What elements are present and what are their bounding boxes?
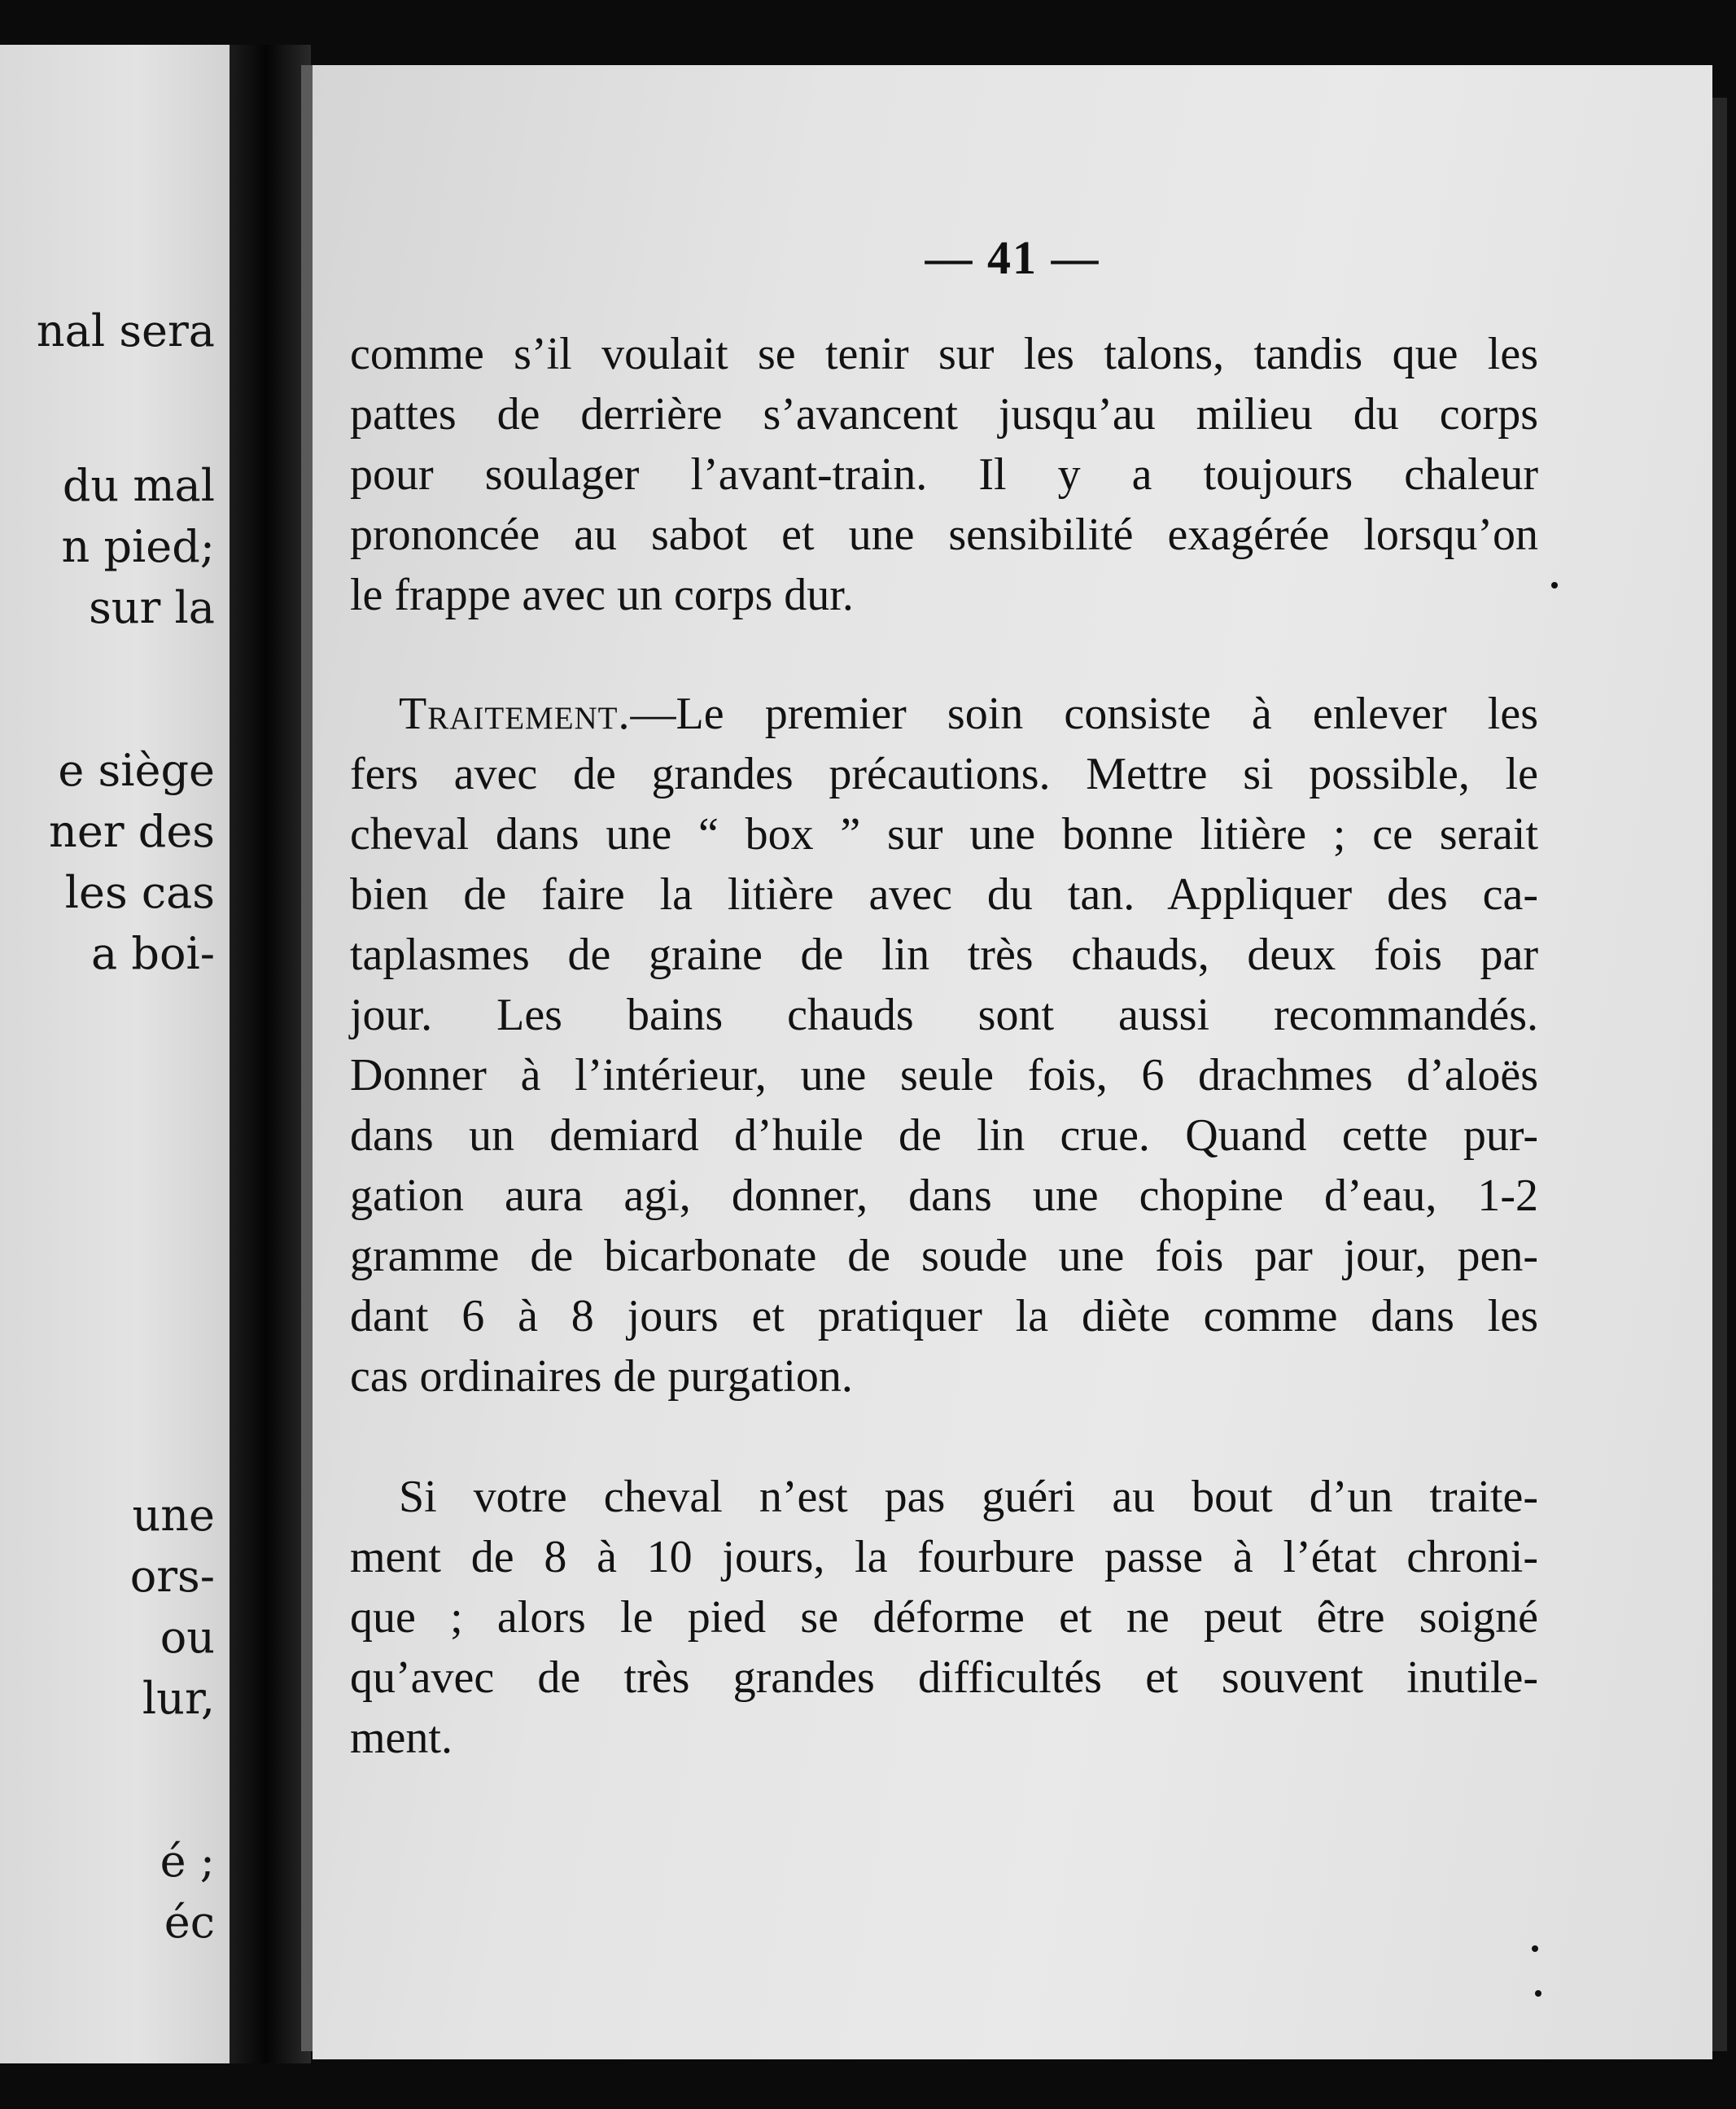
left-page-line: une	[132, 1490, 215, 1541]
left-page-line: éc	[164, 1897, 215, 1948]
text-line: jour. Les bains chauds sont aussi recommandés.	[350, 990, 1538, 1040]
text-line: dans un demiard d’huile de lin crue. Quand cette pur-	[350, 1110, 1538, 1161]
text-line: pour soulager l’avant-train. Il y a toujours chaleur	[350, 449, 1538, 500]
page-number: — 41 —	[925, 231, 1100, 284]
text-line: cas ordinaires de purgation.	[350, 1351, 853, 1402]
scan-speck	[1551, 582, 1558, 589]
book-gutter	[230, 45, 311, 2063]
text-line: que ; alors le pied se déforme et ne peut être soigné	[350, 1592, 1538, 1643]
left-page-line: ner des	[49, 806, 215, 857]
text-line: gramme de bicarbonate de soude une fois par jour, pen-	[350, 1231, 1538, 1281]
page-edge-shadow	[301, 65, 313, 2051]
previous-page-fragment	[0, 45, 230, 2063]
text-line: fers avec de grandes précautions. Mettre si possible, le	[350, 749, 1538, 799]
text-line: Si votre cheval n’est pas guéri au bout d’un traite-	[399, 1472, 1538, 1522]
paragraph-symptoms	[350, 324, 1538, 625]
scan-speck	[1532, 1945, 1538, 1952]
left-page-line: ou	[160, 1612, 215, 1663]
text-line: pattes de derrière s’avancent jusqu’au milieu du corps	[350, 389, 1538, 440]
paragraph-chronic	[350, 1467, 1538, 1768]
text-line: Donner à l’intérieur, une seule fois, 6 drachmes d’aloës	[350, 1050, 1538, 1100]
left-page-line: les cas	[64, 867, 215, 918]
text-line: bien de faire la litière avec du tan. Appliquer des ca-	[350, 869, 1538, 920]
text-line: qu’avec de très grandes difficultés et souvent inutile-	[350, 1652, 1538, 1703]
text-line: ment de 8 à 10 jours, la fourbure passe à l’état chroni-	[350, 1532, 1538, 1582]
left-page-line: e siège	[58, 745, 215, 796]
left-page-line: n pied;	[61, 521, 215, 572]
text-line: taplasmes de graine de lin très chauds, deux fois par	[350, 930, 1538, 980]
text-line: comme s’il voulait se tenir sur les talons, tandis que les	[350, 329, 1538, 379]
text-line: ment.	[350, 1713, 453, 1763]
text-line: gation aura agi, donner, dans une chopine d’eau, 1-2	[350, 1170, 1538, 1221]
left-page-line: sur la	[89, 582, 215, 633]
left-page-line: é ;	[160, 1836, 215, 1887]
text-line: prononcée au sabot et une sensibilité exagérée lorsqu’on	[350, 510, 1538, 560]
section-heading: Traitement.	[399, 689, 631, 739]
text-line-rest: —Le premier soin consiste à enlever les	[630, 689, 1538, 739]
text-line: dant 6 à 8 jours et pratiquer la diète comme dans les	[350, 1291, 1538, 1341]
text-line	[350, 684, 1538, 744]
text-line: cheval dans une “ box ” sur une bonne litière ; ce serait	[350, 809, 1538, 860]
left-page-line: ors-	[129, 1551, 215, 1602]
left-page-line: du mal	[62, 460, 215, 511]
text-line: le frappe avec un corps dur.	[350, 570, 854, 620]
left-page-line: lur,	[142, 1673, 215, 1724]
scan-speck	[1535, 1990, 1541, 1997]
left-page-line: nal sera	[36, 305, 215, 357]
book-page	[313, 65, 1712, 2059]
left-page-line: a boi-	[91, 928, 215, 979]
paragraph-treatment	[350, 684, 1538, 1407]
page-right-edge	[1712, 98, 1727, 2051]
